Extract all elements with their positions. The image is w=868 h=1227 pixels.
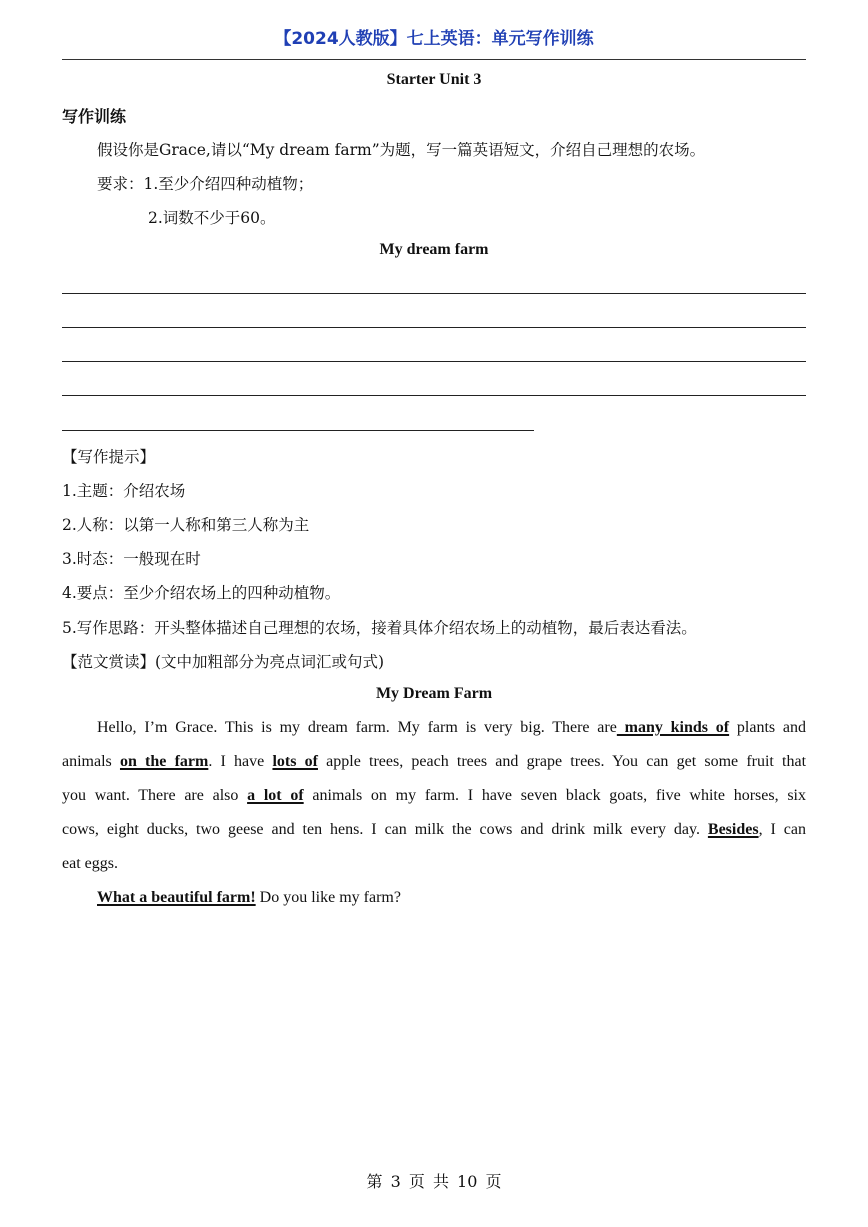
model-essay-line xyxy=(97,719,806,737)
highlight-phrase: on the farm xyxy=(119,753,209,770)
essay-text: Do you like my farm? xyxy=(255,889,401,906)
tip-item: 2.人称：以第一人称和第三人称为主 xyxy=(62,516,310,534)
highlight-phrase: many kinds of xyxy=(616,719,730,736)
writing-task-heading: 写作训练 xyxy=(62,107,127,126)
highlight-phrase: lots of xyxy=(272,753,318,770)
essay-text: eat eggs. xyxy=(62,855,118,872)
tip-item: 5.写作思路：开头整体描述自己理想的农场，接着具体介绍农场上的动植物，最后表达看法。 xyxy=(62,619,697,637)
tip-item: 4.要点：至少介绍农场上的四种动植物。 xyxy=(62,584,341,602)
tip-item: 1.主题：介绍农场 xyxy=(62,482,186,500)
essay-text: . I have xyxy=(208,753,273,770)
tip-item: 3.时态：一般现在时 xyxy=(62,550,201,568)
model-essay-line xyxy=(62,821,806,839)
essay-text: animals on my farm. I have seven black goats, five white horses, six xyxy=(303,787,806,804)
highlight-phrase: a lot of xyxy=(247,787,304,804)
model-essay-line xyxy=(62,787,806,805)
essay-title: My dream farm xyxy=(379,241,489,258)
model-essay-line xyxy=(62,753,806,771)
answer-line xyxy=(62,395,806,396)
highlight-phrase: Besides xyxy=(707,821,759,838)
answer-line xyxy=(62,327,806,328)
model-essay-line xyxy=(62,855,806,873)
essay-text: cows, eight ducks, two geese and ten hens. I can milk the cows and drink milk every day. xyxy=(62,821,708,838)
model-essay-title: My Dream Farm xyxy=(375,685,493,702)
answer-line xyxy=(62,293,806,294)
unit-title: Starter Unit 3 xyxy=(386,71,482,88)
answer-line-short xyxy=(62,430,534,431)
essay-text: apple trees, peach trees and grape trees. You can get some fruit that xyxy=(317,753,807,770)
page-header: 【2024人教版】七上英语：单元写作训练 xyxy=(274,29,594,49)
essay-text: plants and xyxy=(729,719,807,736)
essay-text: , I can xyxy=(758,821,807,838)
answer-line xyxy=(62,361,806,362)
page-number: 第 3 页 共 10 页 xyxy=(366,1172,502,1191)
task-requirement-2: 2.词数不少于60。 xyxy=(148,209,276,227)
highlight-phrase: What a beautiful farm! xyxy=(97,889,256,906)
essay-text: Hello, I’m Grace. This is my dream farm. My farm is very big. There are xyxy=(97,719,617,736)
header-rule xyxy=(62,59,806,60)
model-essay-line xyxy=(97,889,806,907)
essay-text: you want. There are also xyxy=(62,787,248,804)
essay-text: animals xyxy=(62,753,120,770)
tips-heading: 【写作提示】 xyxy=(62,448,156,466)
task-prompt: 假设你是Grace,请以“My dream farm”为题，写一篇英语短文，介绍自己理想的农场。 xyxy=(97,141,706,159)
task-requirement-1: 要求：1.至少介绍四种动植物； xyxy=(97,175,314,193)
model-essay-heading: 【范文赏读】(文中加粗部分为亮点词汇或句式) xyxy=(62,653,385,671)
